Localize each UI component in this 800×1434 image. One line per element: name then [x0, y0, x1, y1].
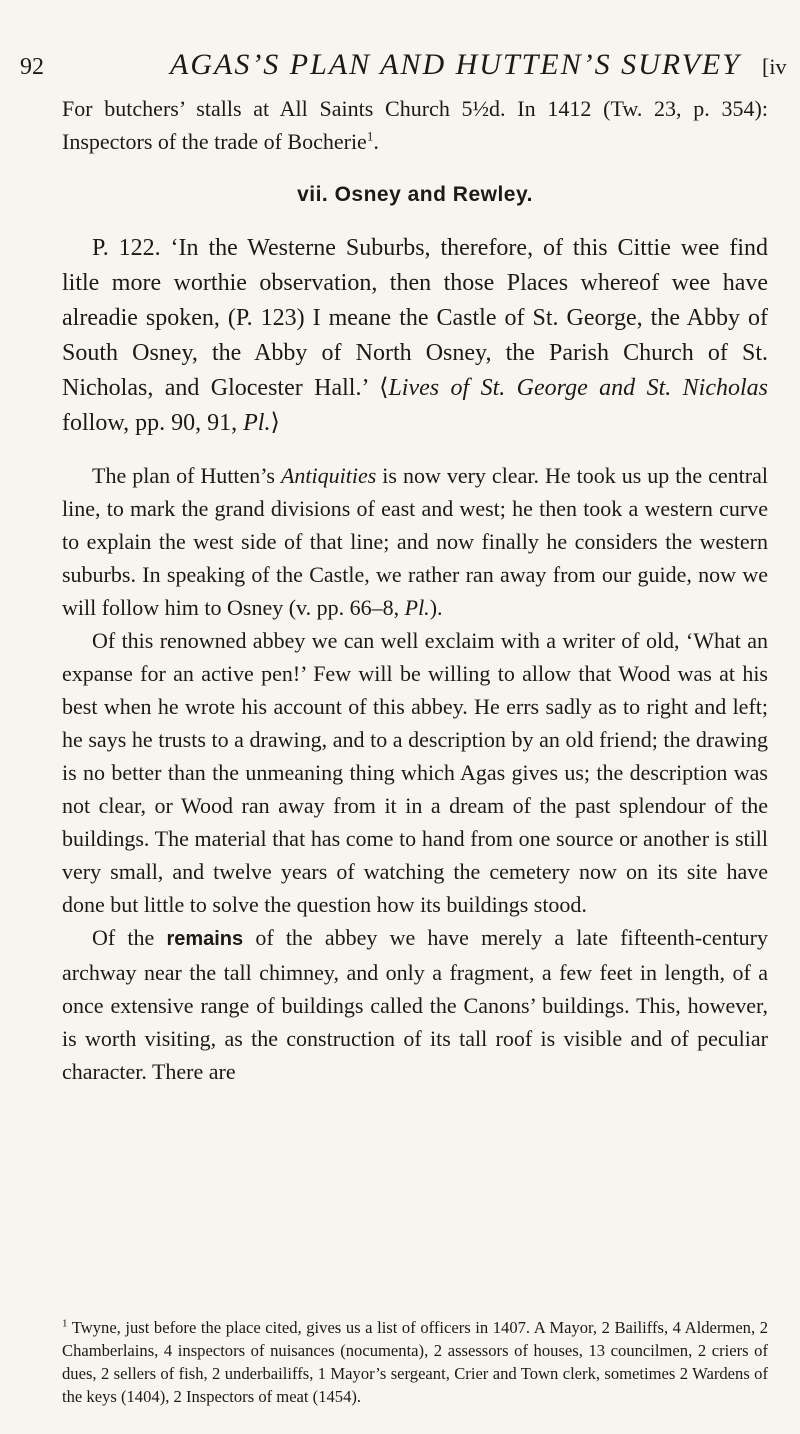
footnote: [62, 1316, 768, 1408]
italic-title: Lives of St. George and St. Nicholas: [388, 375, 768, 402]
bold-remains: remains: [166, 928, 244, 951]
running-head: [0, 48, 800, 88]
quotation-paragraph: P. 122. ‘In the Westerne Suburbs, therefore, of this Cittie wee find litle more worthie observation, then those Places whereof wee have alreadie spoken, (P. 123) I meane the Castle of St. George, the Abby of South Osney, the Abby of North Osney, the Parish Church of St. Nicholas, and Glocester Hall.’ ⟨Lives of St. George and St. Nicholas follow, pp. 90, 91, Pl.⟩: [62, 235, 768, 437]
paragraph-hutten-plan: The plan of Hutten’s Antiquities is now very clear. He took us up the central line, to mark the grand divisions of east and west; he then took a western curve to explain the west side of that line; and now finally he considers the western suburbs. In speaking of the Castle, we rather ran away from our guide, now we will follow him to Osney (v. pp. 66–8, Pl.).: [62, 463, 768, 621]
footnote-mark: 1: [62, 1317, 68, 1330]
intro-paragraph: For butchers’ stalls at All Saints Church 5½d. In 1412 (Tw. 23, p. 354): Inspectors of the trade of Bocherie$^1$.: [62, 96, 768, 154]
signature-mark: [iv: [762, 54, 787, 79]
footnote-text: Twyne, just before the place cited, gives us a list of officers in 1407. A Mayor, 2 Bailiffs, 4 Aldermen, 2 Chamberlains, 4 inspectors of nuisances (nocumenta), 2 assessors of houses, 13 councilmen, 2 criers of dues, 2 sellers of fish, 2 underbailiffs, 1 Mayor’s sergeant, Crier and Town clerk, sometimes 2 Wardens of the keys (1404), 2 Inspectors of meat (1454).: [62, 1318, 768, 1406]
footnote-ref[interactable]: 1: [366, 128, 374, 144]
italic-antiquities: Antiquities: [280, 463, 377, 489]
plate-ref: Pl.: [243, 410, 271, 437]
plate-ref: Pl.: [404, 595, 430, 621]
paragraph-renowned-abbey: Of this renowned abbey we can well exclaim with a writer of old, ‘What an expanse for an active pen!’ Few will be willing to allow that Wood was at his best when he wrote his account of this abbey. He errs sadly as to right and left; he says he trusts to a drawing, and to a description by an old friend; the drawing is no better than the unmeaning thing which Agas gives us; the description was not clear, or Wood ran away from it in a dream of the past splendour of the buildings. The material that has come to hand from one source or another is still very small, and twelve years of watching the cemetery now on its site have done but little to solve the question how its buildings stood.: [62, 628, 768, 918]
page-number: 92: [20, 54, 44, 80]
main-text: [62, 92, 768, 1088]
paragraph-remains: Of the remains of the abbey we have merely a late fifteenth-century archway near the tall chimney, and only a fragment, a few feet in length, of a once extensive range of buildings called the Canons’ buildings. This, however, is worth visiting, as the construction of its tall roof is visible and of peculiar character. There are: [62, 925, 769, 1085]
section-heading: vii. Osney and Rewley.: [297, 183, 533, 206]
running-title: AGAS’S PLAN AND HUTTEN’S SURVEY: [170, 48, 741, 81]
